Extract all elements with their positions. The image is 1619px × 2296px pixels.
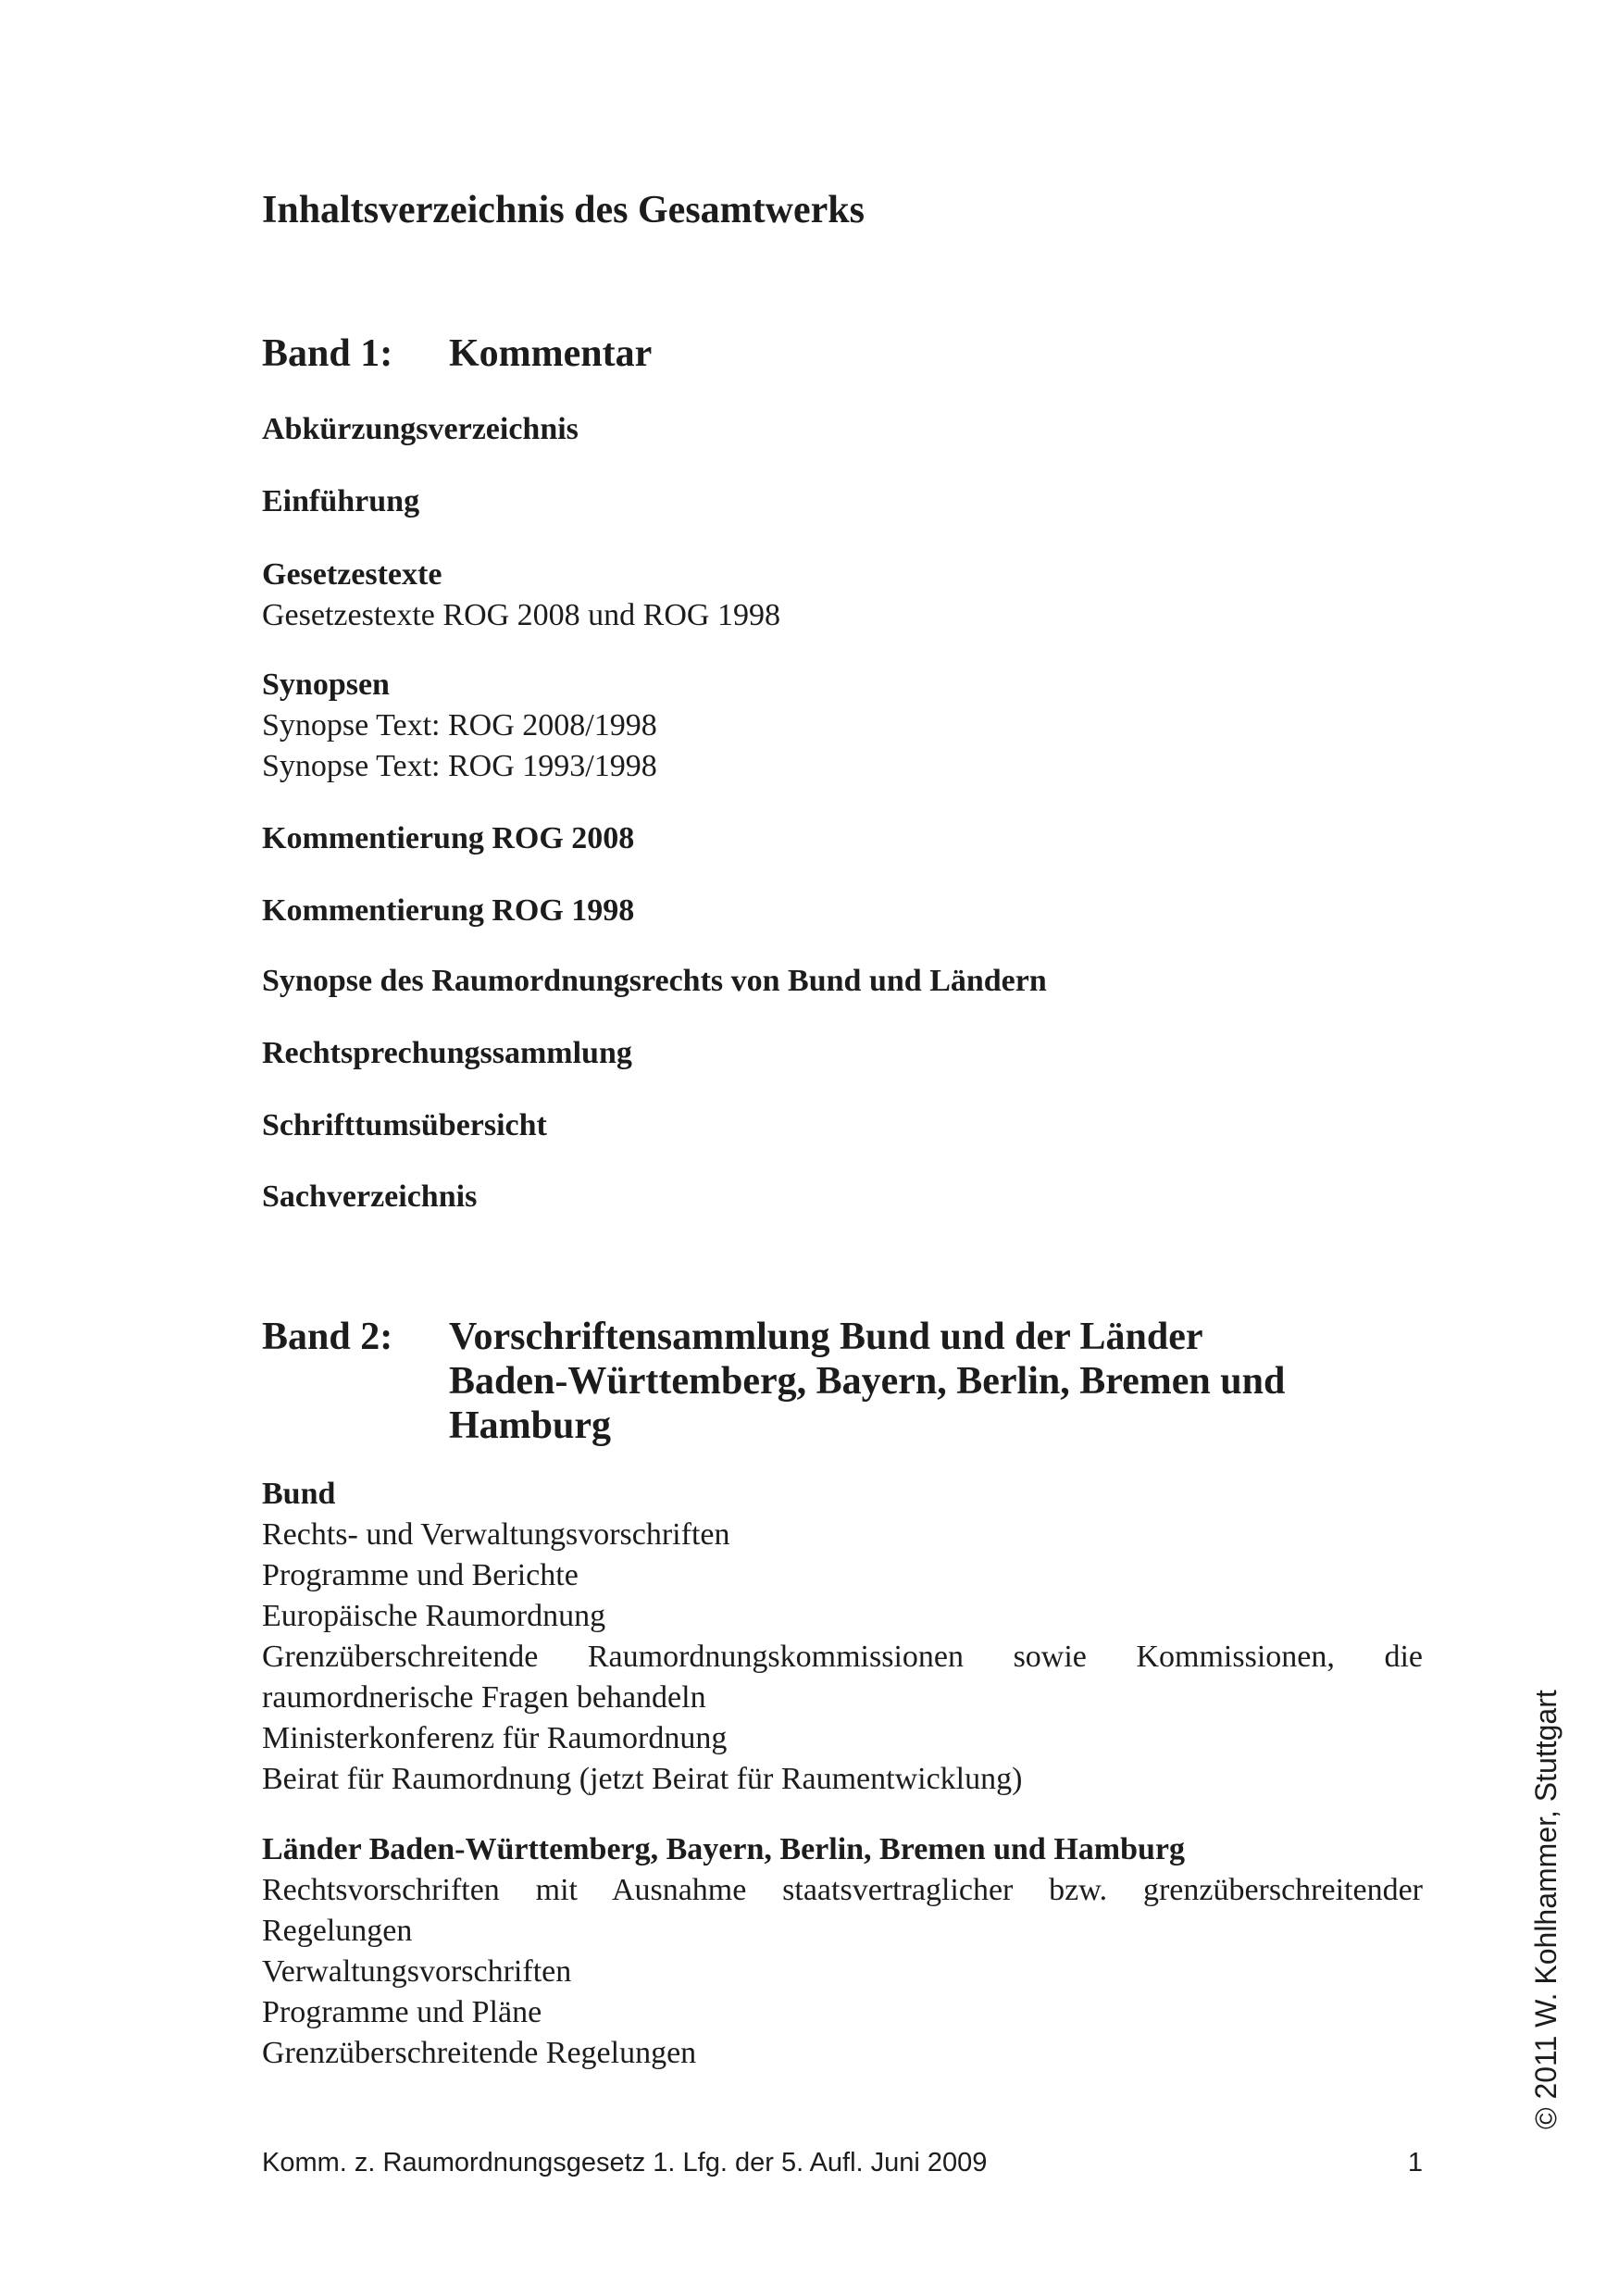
- list-item: Synopse Text: ROG 1993/1998: [262, 749, 657, 783]
- list-item: Grenzüberschreitende Regelungen: [262, 2036, 697, 2070]
- section-item-list: [262, 705, 1423, 787]
- toc-section-laender: [262, 1829, 1423, 2074]
- toc-section-kommentierung-rog-1998: [262, 891, 1423, 931]
- toc-section-synopse-bund-laender: [262, 961, 1423, 1002]
- toc-section-gesetzestexte: [262, 555, 1423, 636]
- band-2-title: [449, 1315, 1375, 1448]
- toc-section-rechtsprechungssammlung: [262, 1033, 1423, 1074]
- list-item: Synopse Text: ROG 2008/1998: [262, 708, 657, 742]
- list-item: Ministerkonferenz für Raumordnung: [262, 1721, 728, 1755]
- band-2-label: Band 2:: [262, 1316, 393, 1358]
- section-heading: Gesetzestexte: [262, 557, 442, 592]
- section-heading: Rechtsprechungssammlung: [262, 1036, 632, 1070]
- page-number: 1: [1407, 2148, 1423, 2177]
- list-item: Verwaltungsvorschriften: [262, 1954, 572, 1989]
- band-2-title-line: Baden-Württemberg, Bayern, Berlin, Bremen und: [449, 1360, 1286, 1403]
- section-heading: Länder Baden-Württemberg, Bayern, Berlin, Bremen und Hamburg: [262, 1832, 1186, 1866]
- section-item-list: [262, 1870, 1423, 2074]
- toc-section-kommentierung-rog-2008: [262, 818, 1423, 859]
- section-item-list: [262, 595, 1423, 636]
- list-item: Gesetzestexte ROG 2008 und ROG 1998: [262, 598, 780, 632]
- page-footer-text: Komm. z. Raumordnungsgesetz 1. Lfg. der 5. Aufl. Juni 2009: [262, 2148, 988, 2177]
- list-item: Rechts- und Verwaltungsvorschriften: [262, 1517, 730, 1552]
- section-heading: Synopsen: [262, 668, 390, 702]
- section-heading: Kommentierung ROG 2008: [262, 821, 635, 855]
- section-heading: Kommentierung ROG 1998: [262, 893, 635, 928]
- list-item: Programme und Pläne: [262, 1995, 542, 2029]
- section-heading: Sachverzeichnis: [262, 1179, 478, 1214]
- page-title: Inhaltsverzeichnis des Gesamtwerks: [262, 189, 865, 231]
- toc-section-synopsen: [262, 665, 1423, 787]
- copyright-notice: © 2011 W. Kohlhammer, Stuttgart: [1529, 1690, 1563, 2129]
- band-1-label: Band 1:: [262, 332, 393, 375]
- toc-section-schrifttumsuebersicht: [262, 1105, 1423, 1146]
- section-item-list: [262, 1515, 1423, 1800]
- section-heading: Bund: [262, 1477, 336, 1511]
- section-heading: Abkürzungsverzeichnis: [262, 412, 579, 446]
- list-item: Europäische Raumordnung: [262, 1599, 606, 1633]
- band-2-title-line: Hamburg: [449, 1404, 612, 1447]
- list-item: Programme und Berichte: [262, 1558, 579, 1592]
- section-heading: Schrifttumsübersicht: [262, 1108, 547, 1142]
- band-1-title-line: Kommentar: [449, 332, 653, 375]
- band-1-title: [449, 331, 1375, 376]
- toc-section-bund: [262, 1474, 1423, 1800]
- section-heading: Einführung: [262, 484, 420, 518]
- toc-section-sachverzeichnis: [262, 1177, 1423, 1217]
- toc-section-einfuehrung: [262, 481, 1423, 522]
- section-heading: Synopse des Raumordnungsrechts von Bund und Ländern: [262, 964, 1047, 998]
- list-item: Rechtsvorschriften mit Ausnahme staatsvertraglicher bzw. grenzüberschreitender Regelungen: [262, 1873, 1423, 1948]
- list-item: Beirat für Raumordnung (jetzt Beirat für Raumentwicklung): [262, 1762, 1023, 1796]
- band-2-title-line: Vorschriftensammlung Bund und der Länder: [449, 1316, 1203, 1358]
- toc-section-abkuerzungsverzeichnis: [262, 409, 1423, 450]
- list-item: Grenzüberschreitende Raumordnungskommissionen sowie Kommissionen, die raumordnerische Fragen behandeln: [262, 1640, 1423, 1715]
